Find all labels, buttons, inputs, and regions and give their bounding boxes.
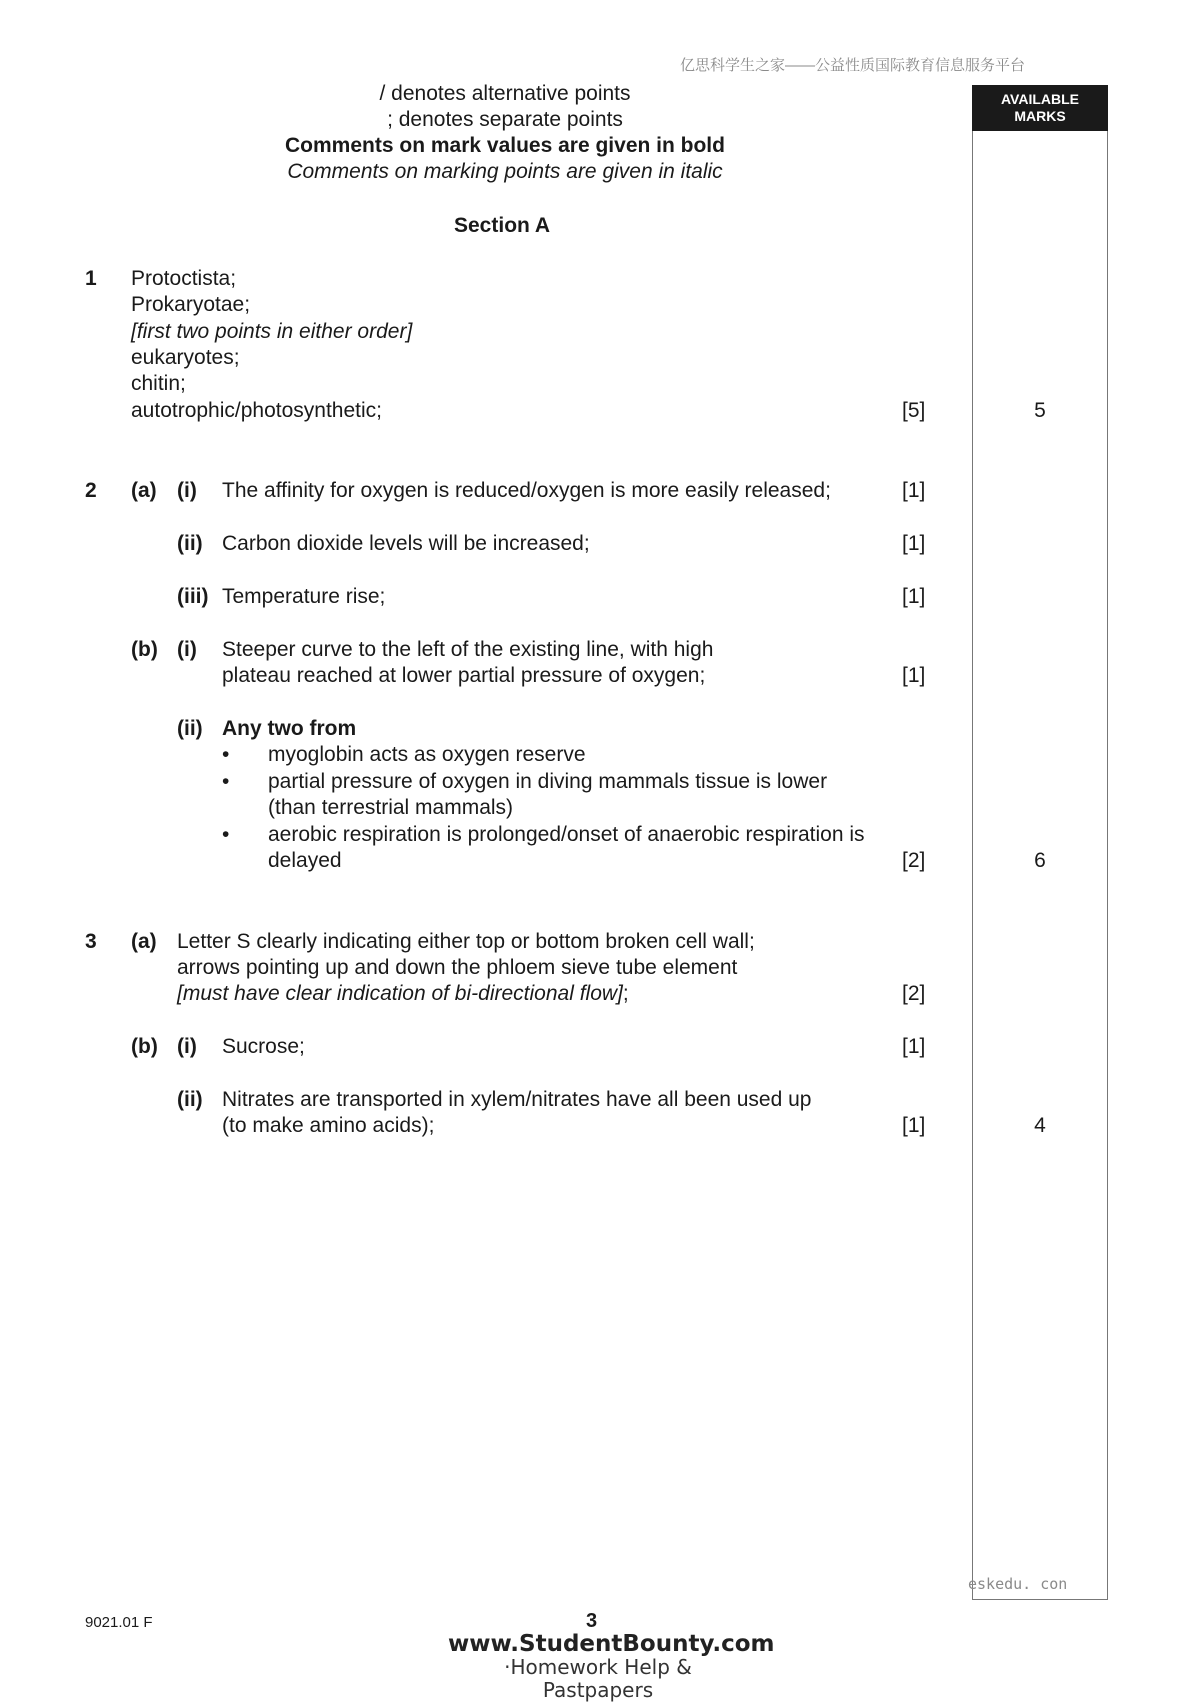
bullet: • [222,743,230,766]
paper-code: 9021.01 F [85,1614,153,1631]
available-marks-header-line1: AVAILABLE [1000,91,1080,107]
answer-line: (to make amino acids); [222,1114,435,1137]
page-number: 3 [586,1610,598,1632]
mark-value: [1] [902,479,926,502]
answer-line: arrows pointing up and down the phloem sieve tube element [177,956,738,979]
available-marks-column [972,85,1108,1600]
answer-line: eukaryotes; [131,346,240,369]
key-alternative: / denotes alternative points [379,82,631,105]
answer-line: Carbon dioxide levels will be increased; [222,532,590,555]
mark-value: [1] [902,1035,926,1058]
marking-comment [177,982,629,1006]
key-bold-comments: Comments on mark values are given in bold [285,134,725,157]
bullet-point: delayed [268,849,342,872]
part-label: (b) [131,638,158,661]
subpart-label: (ii) [177,532,203,555]
available-marks-value: 5 [1034,399,1046,422]
key-separate: ; denotes separate points [387,108,623,131]
subpart-label: (i) [177,638,197,661]
subpart-label: (iii) [177,585,209,608]
subpart-label: (i) [177,479,197,502]
separator: ; [622,982,629,1005]
bullet-point: (than terrestrial mammals) [268,796,514,819]
mark-value: [2] [902,849,926,872]
mark-value: [1] [902,532,926,555]
answer-line: Steeper curve to the left of the existing line, with high [222,638,714,661]
question-number: 1 [85,267,97,290]
question-number: 3 [85,930,97,953]
answer-line: Nitrates are transported in xylem/nitrates have all been used up [222,1088,812,1111]
answer-line: chitin; [131,372,186,395]
mark-value: [1] [902,1114,926,1137]
answer-line: The affinity for oxygen is reduced/oxygen is more easily released; [222,479,831,502]
mark-value: [1] [902,664,926,687]
answer-line: Temperature rise; [222,585,386,608]
answer-line: Prokaryotae; [131,293,251,316]
subpart-label: (i) [177,1035,197,1058]
marking-comment: [first two points in either order] [131,320,413,343]
mark-value: [2] [902,982,926,1005]
subpart-label: (ii) [177,1088,203,1111]
question-number: 2 [85,479,97,502]
answer-line: Letter S clearly indicating either top or bottom broken cell wall; [177,930,755,953]
part-label: (a) [131,930,157,953]
bullet-point: partial pressure of oxygen in diving mammals tissue is lower [268,770,828,793]
available-marks-header [972,85,1108,131]
mark-value: [5] [902,399,926,422]
available-marks-value: 6 [1034,849,1046,872]
answer-line: plateau reached at lower partial pressure of oxygen; [222,664,706,687]
part-label: (a) [131,479,157,502]
bullet-point: myoglobin acts as oxygen reserve [268,743,586,766]
studentbounty-tagline: ·Homework Help & Pastpapers [504,1655,692,1702]
studentbounty-url[interactable]: www.StudentBounty.com [448,1631,775,1657]
answer-line: autotrophic/photosynthetic; [131,399,382,422]
bullet: • [222,823,230,846]
available-marks-value: 4 [1034,1114,1046,1137]
available-marks-header-line2: MARKS [1014,108,1066,124]
part-label: (b) [131,1035,158,1058]
answer-line: Protoctista; [131,267,237,290]
mark-instruction: Any two from [222,717,357,740]
subpart-label: (ii) [177,717,203,740]
key-italic-comments: Comments on marking points are given in italic [287,160,723,183]
studentbounty-logo[interactable] [448,1631,775,1702]
bullet-point: aerobic respiration is prolonged/onset of anaerobic respiration is [268,823,865,846]
mark-value: [1] [902,585,926,608]
watermark-bottom: eskedu. con [968,1575,1068,1593]
marking-comment-text: [must have clear indication of bi-directional flow] [177,982,623,1005]
watermark-top: 亿思科学生之家——公益性质国际教育信息服务平台 [680,57,1026,74]
answer-line: Sucrose; [222,1035,305,1058]
section-title: Section A [454,214,551,237]
bullet: • [222,770,230,793]
